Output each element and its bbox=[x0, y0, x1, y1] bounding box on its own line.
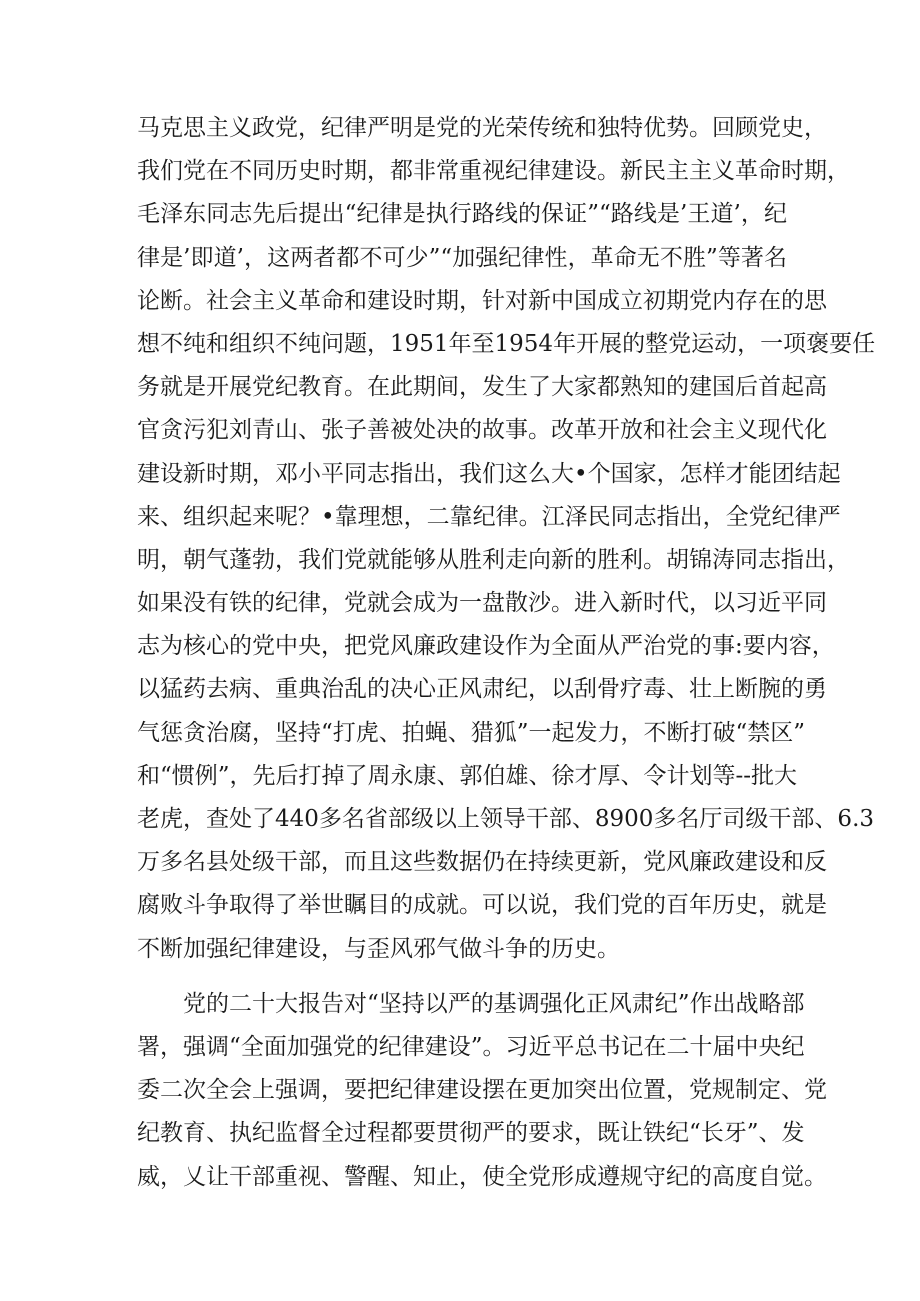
text-line: 万多名县处级干部，而且这些数据仍在持续更新，党风廉政建设和反 bbox=[137, 849, 827, 876]
text-line: 官贪污犯刘青山、张子善被处决的故事。改革开放和社会主义现代化 bbox=[137, 417, 827, 444]
text-line: 务就是开展党纪教育。在此期间，发生了大家都熟知的建国后首起高 bbox=[137, 374, 827, 401]
text-line: 和“惯例”，先后打掉了周永康、郭伯雄、徐才厚、令计划等--批大 bbox=[137, 762, 798, 789]
text-line: 纪教育、执纪监督全过程都要贯彻严的要求，既让铁纪“长牙”、发 bbox=[137, 1120, 805, 1147]
text-line: 不断加强纪律建设，与歪风邪气做斗争的历史。 bbox=[137, 935, 620, 962]
text-line: 以猛药去病、重典治乱的决心正风肃纪，以刮骨疗毒、壮上断腕的勇 bbox=[137, 676, 827, 703]
text-line: 党的二十大报告对“坚持以严的基调强化正风肃纪”作出战略部 bbox=[183, 990, 805, 1017]
text-line: 我们党在不同历史时期，都非常重视纪律建设。新民主主义革命时期， bbox=[137, 158, 850, 185]
text-line: 来、组织起来呢？•靠理想，二靠纪律。江泽民同志指出，全党纪律严 bbox=[137, 503, 841, 530]
text-line: 志为核心的党中央，把党风廉政建设作为全面从严治党的事:要内容， bbox=[137, 633, 835, 660]
text-line: 委二次全会上强调，要把纪律建设摆在更加突出位置，党规制定、党 bbox=[137, 1077, 827, 1104]
text-line: 老虎，查处了440多名省部级以上领导干部、8900多名厅司级干部、6.3 bbox=[137, 806, 875, 832]
text-line: 毛泽东同志先后提出“纪律是执行路线的保证”“路线是’王道’，纪 bbox=[137, 201, 787, 228]
text-line: 署，强调“全面加强党的纪律建设”。习近平总书记在二十届中央纪 bbox=[137, 1033, 805, 1060]
text-line: 气惩贪治腐，坚持“打虎、拍蝇、猎狐”一起发力，不断打破“禁区” bbox=[137, 719, 806, 746]
text-line: 如果没有铁的纪律，党就会成为一盘散沙。进入新时代，以习近平同 bbox=[137, 590, 827, 617]
text-line: 论断。社会主义革命和建设时期，针对新中国成立初期党内存在的思 bbox=[137, 287, 827, 314]
paragraph bbox=[137, 107, 876, 971]
text-line: 威，乂让干部重视、警醒、知止，使全党形成遵规守纪的高度自觉。 bbox=[137, 1163, 827, 1190]
text-line: 想不纯和组织不纯问题，1951年至1954年开展的整党运动，一项褒要任 bbox=[137, 330, 876, 357]
text-line: 律是’即道’，这两者都不可少”“加强纪律性，革命无不胜”等著名 bbox=[137, 244, 787, 271]
text-line: 马克思主义政党，纪律严明是党的光荣传统和独特优势。回顾党史， bbox=[137, 115, 827, 141]
text-line: 明，朝气蓬勃，我们党就能够从胜利走向新的胜利。胡锦涛同志指出， bbox=[137, 546, 850, 573]
paragraph-gap bbox=[137, 971, 787, 983]
text-line: 腐败斗争取得了举世瞩目的成就。可以说，我们党的百年历史，就是 bbox=[137, 892, 827, 919]
paragraph bbox=[137, 983, 827, 1199]
text-line: 建设新时期，邓小平同志指出，我们这么大•个国家，怎样才能团结起 bbox=[137, 460, 841, 487]
document-body bbox=[137, 107, 876, 1199]
